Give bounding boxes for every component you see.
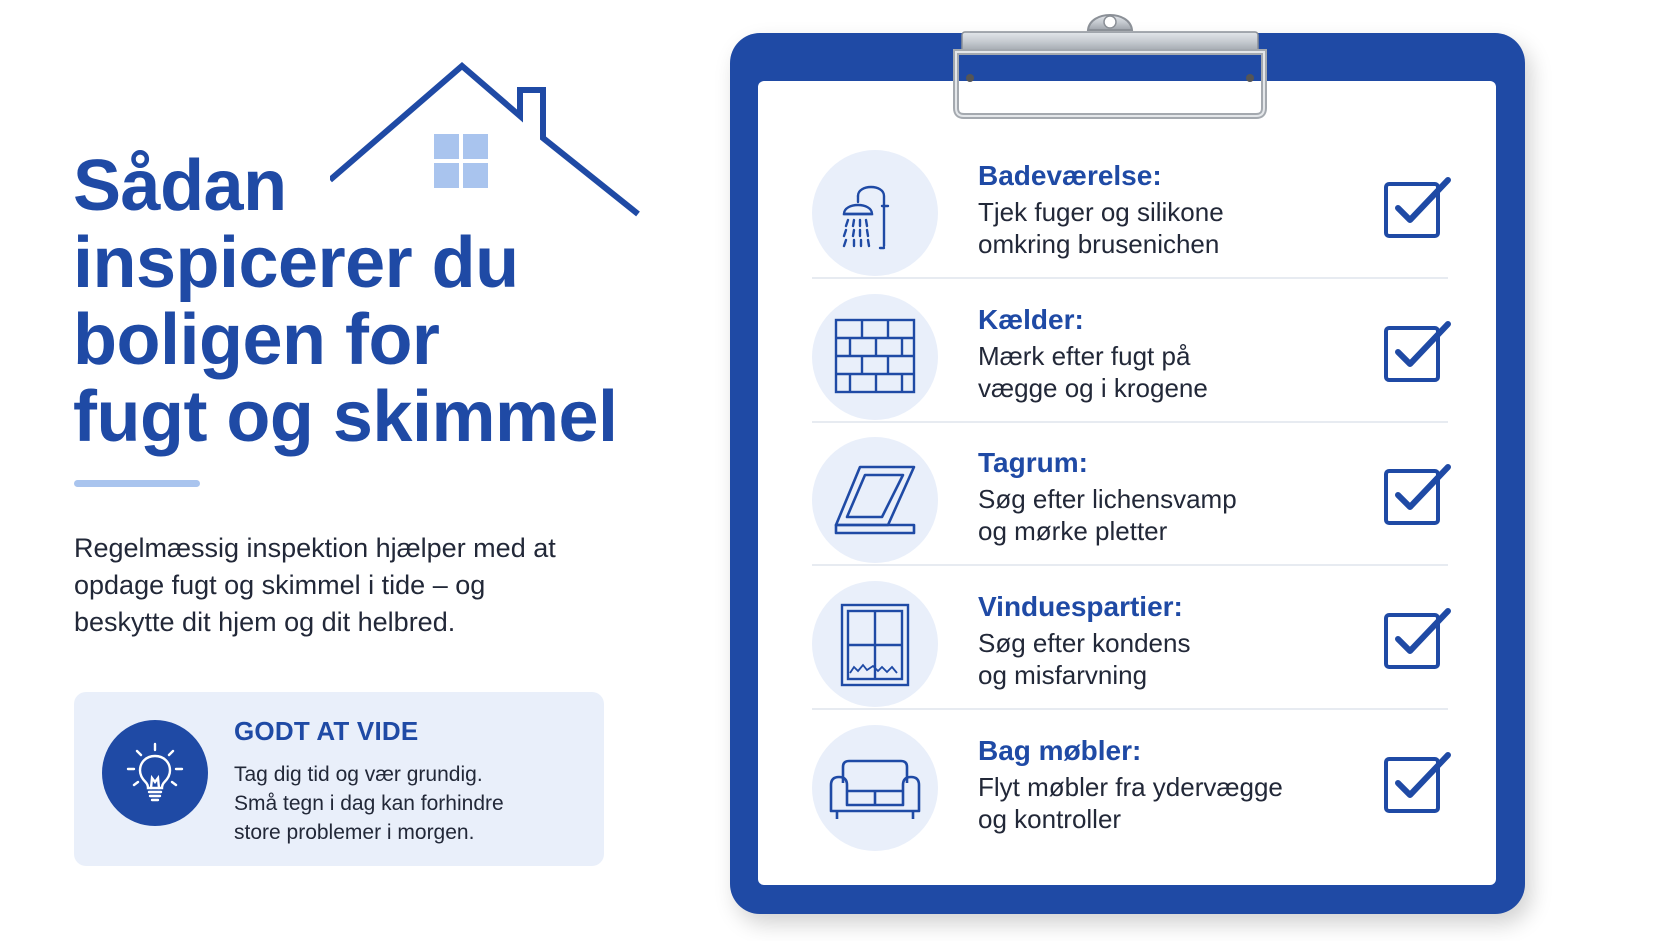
checklist-label: Badeværelse: [978,160,1162,191]
checkbox-checked[interactable] [1382,461,1454,527]
checklist-desc [978,196,1224,260]
brick-wall-icon [812,294,938,420]
divider [812,708,1448,710]
desc-line: Mærk efter fugt på [978,341,1191,371]
sofa-icon [812,725,938,851]
desc-line: Flyt møbler fra ydervægge [978,772,1283,802]
tip-box [74,692,604,866]
checklist-item [812,140,1452,284]
clipboard-clip-icon [930,0,1290,125]
desc-line: og kontroller [978,804,1122,834]
divider [812,564,1448,566]
checklist-item [812,715,1452,859]
tip-text [234,760,594,847]
title-line: Sådan [73,146,287,226]
checklist-item [812,427,1452,571]
title-line: inspicerer du [73,223,519,303]
checklist-desc [978,627,1190,691]
desc-line: og misfarvning [978,660,1148,690]
divider [812,421,1448,423]
desc-line: og mørke pletter [978,516,1168,546]
checkbox-checked[interactable] [1382,605,1454,671]
roof-window-icon [812,437,938,563]
checklist-label: Vinduespartier: [978,591,1183,622]
checklist-item [812,571,1452,715]
checkbox-checked[interactable] [1382,174,1454,240]
desc-line: Tjek fuger og silikone [978,197,1224,227]
checklist-label: Tagrum: [978,447,1088,478]
checklist-desc [978,340,1208,404]
window-icon [812,581,938,707]
divider [812,277,1448,279]
checklist-item [812,284,1452,428]
checkbox-checked[interactable] [1382,749,1454,815]
tip-line: store problemer i morgen. [234,821,475,844]
title-line: boligen for [73,300,440,380]
desc-line: Søg efter lichensvamp [978,484,1237,514]
tip-title: GODT AT VIDE [234,716,419,746]
desc-line: vægge og i krogene [978,373,1208,403]
left-panel [0,0,680,941]
intro-text: Regelmæssig inspektion hjælper med at opdage fugt og skimmel i tide – og beskytte dit hjem og dit helbred. [74,533,556,637]
checkbox-checked[interactable] [1382,318,1454,384]
tip-line: Tag dig tid og vær grundig. [234,763,483,786]
checklist-label: Bag møbler: [978,735,1142,766]
tip-line: Små tegn i dag kan forhindre [234,792,504,815]
checklist-label: Kælder: [978,304,1084,335]
shower-icon [812,150,938,276]
checklist-desc [978,771,1283,835]
checklist-desc [978,483,1237,547]
desc-line: Søg efter kondens [978,628,1191,658]
lightbulb-icon [102,720,208,826]
desc-line: omkring brusenichen [978,229,1220,259]
title-underline [74,480,200,487]
page-title [73,148,673,456]
title-line: fugt og skimmel [73,377,618,457]
